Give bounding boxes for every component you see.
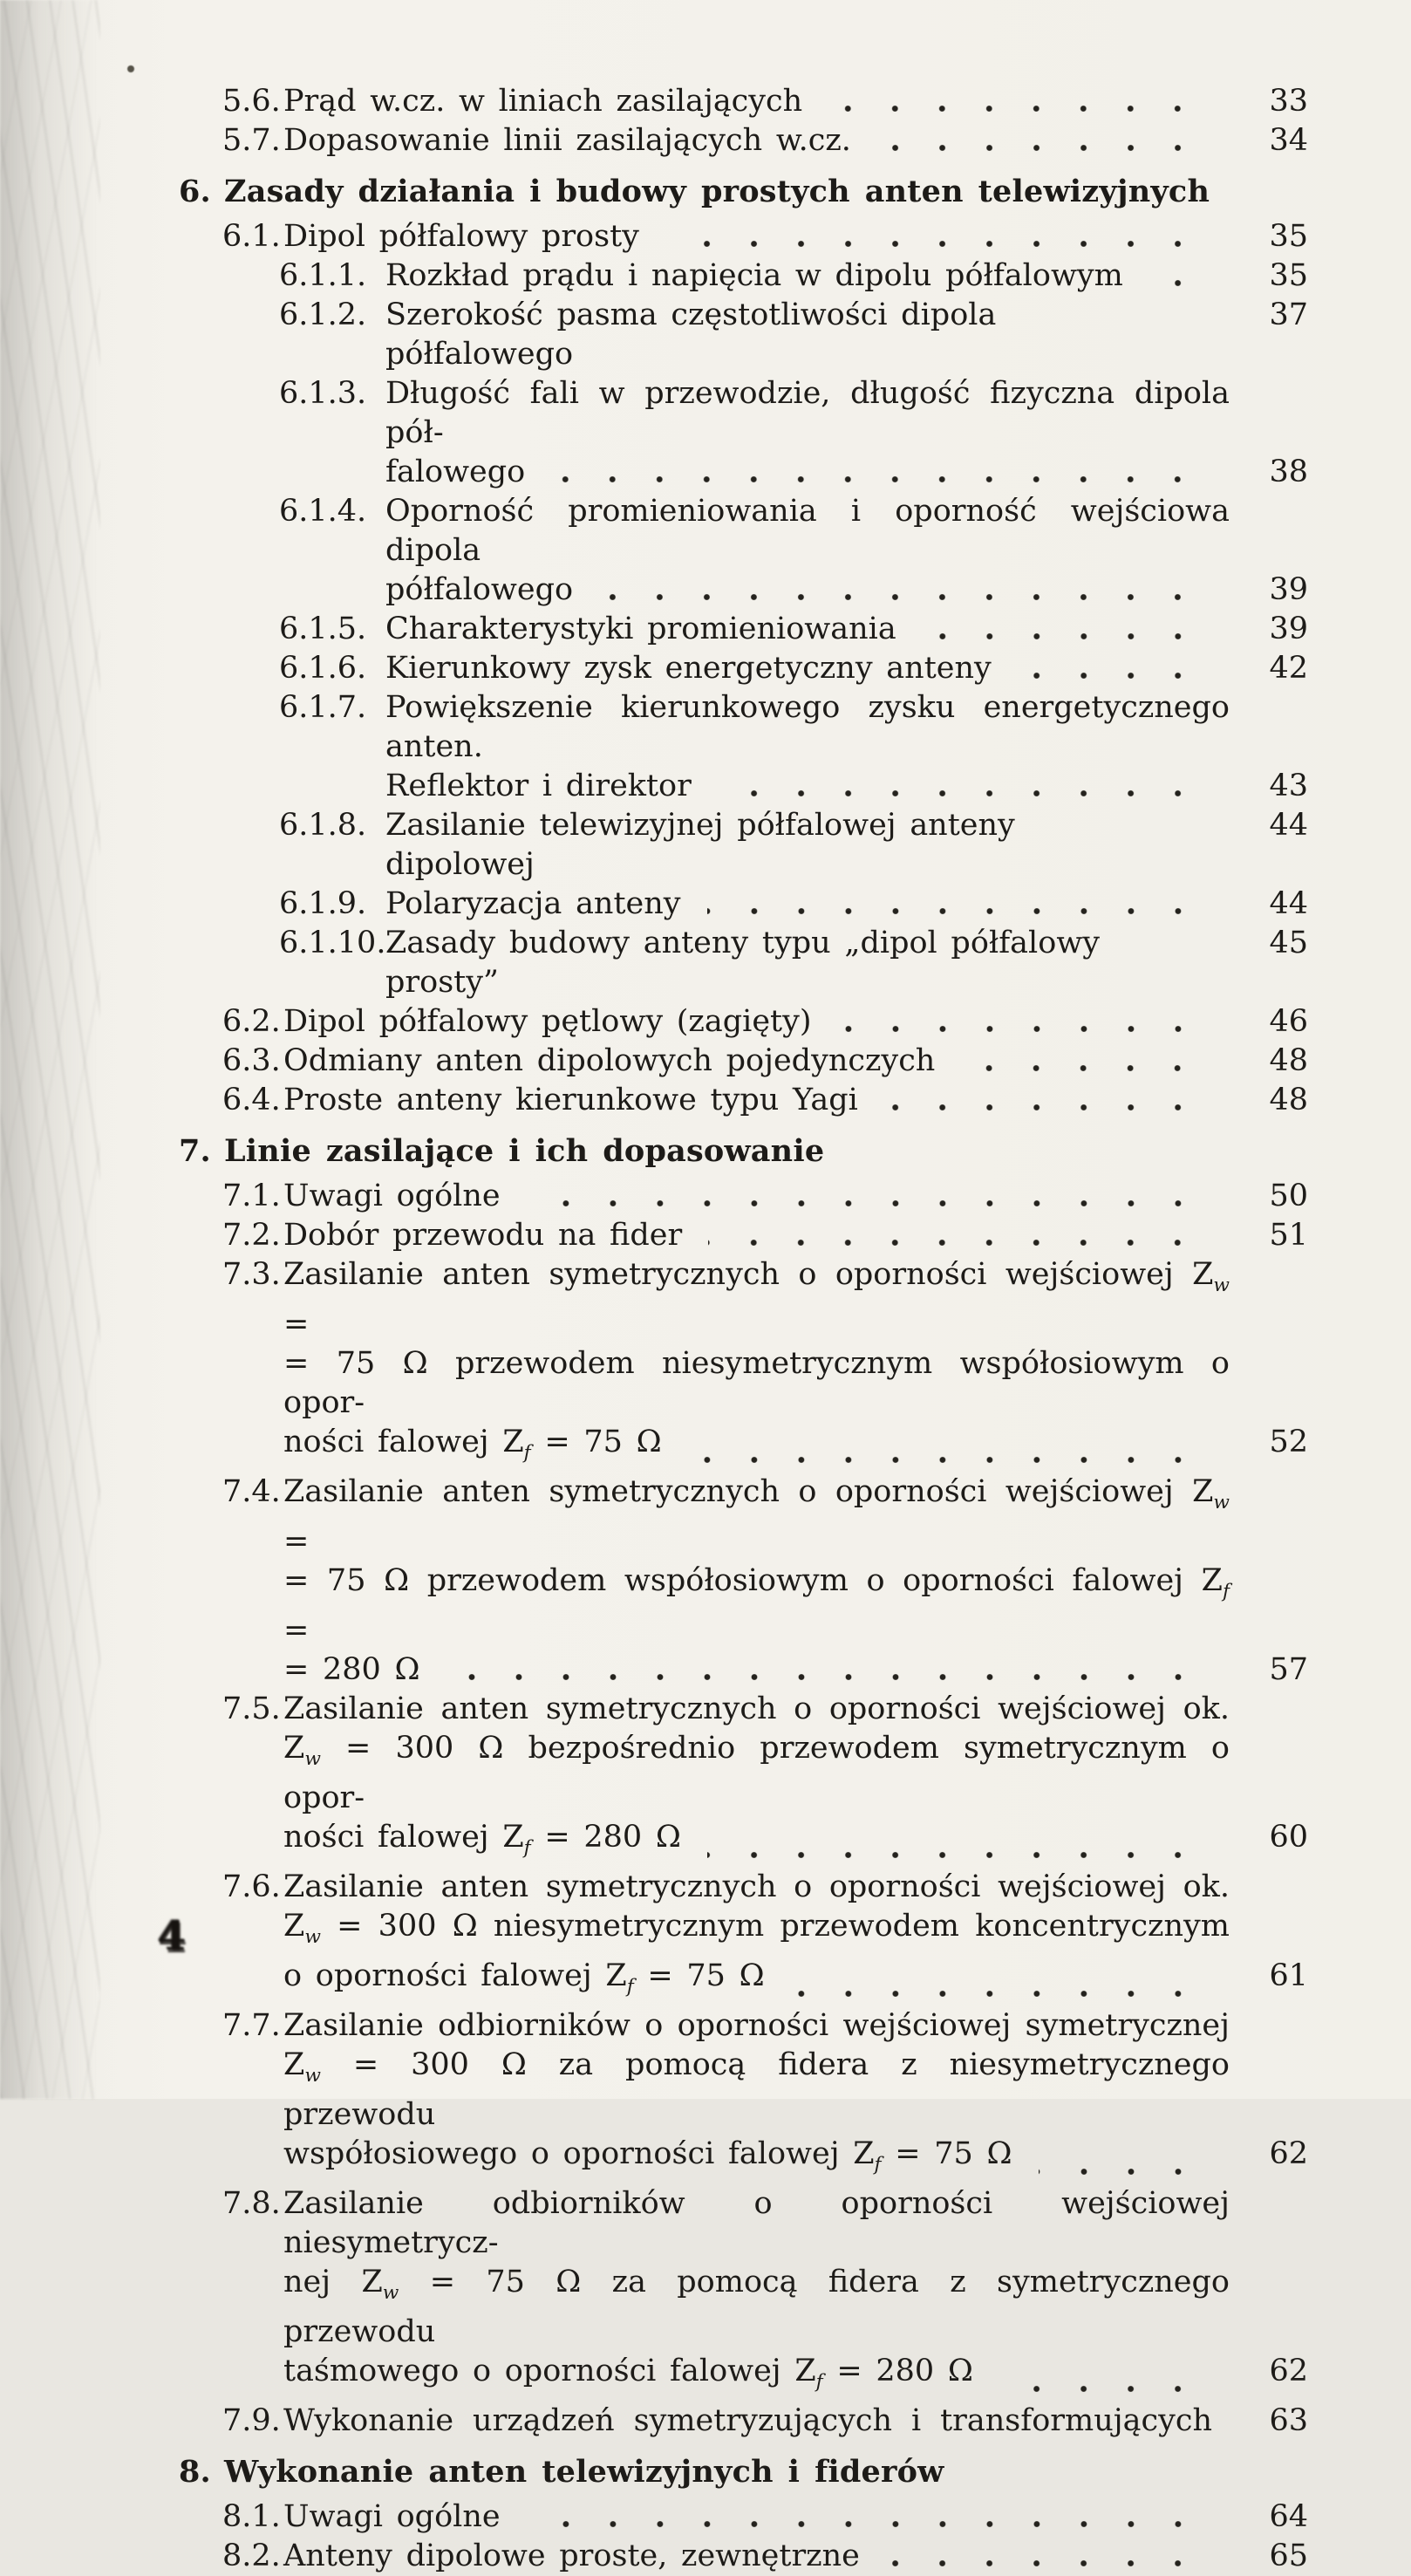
entry-number: 6.1.4. <box>279 494 367 529</box>
toc-entry <box>222 2006 1308 2184</box>
entry-text <box>385 256 1308 296</box>
entry-line <box>385 806 1308 885</box>
entry-line <box>385 885 1308 924</box>
toc-entry <box>222 2537 1308 2576</box>
dot-leader <box>599 593 1221 601</box>
entry-title: Rozkład prądu i napięcia w dipolu półfalowym <box>385 258 1123 293</box>
toc-section-heading <box>179 1131 1308 1171</box>
entry-line <box>283 82 1308 121</box>
entry-page-number: 64 <box>1269 2499 1308 2534</box>
dot-leader <box>718 789 1221 797</box>
entry-title: Proste anteny kierunkowe typu Yagi <box>283 1083 858 1117</box>
toc-entry <box>222 2497 1308 2537</box>
entry-number: 7.6. <box>222 1869 281 1904</box>
dot-leader <box>923 632 1221 640</box>
entry-title: = 280 Ω <box>283 1652 420 1687</box>
entry-title: Reflektor i direktor <box>385 769 692 803</box>
entry-line <box>385 296 1308 374</box>
toc-entry <box>279 256 1308 296</box>
entry-text <box>385 885 1308 924</box>
entry-text <box>283 1868 1308 2006</box>
entry-line <box>283 2497 1308 2537</box>
entry-text <box>283 1472 1308 1690</box>
dot-leader <box>961 1064 1221 1072</box>
dot-leader <box>828 105 1221 113</box>
entry-title: Dipol półfalowy prosty <box>283 219 639 254</box>
entry-title: Polaryzacja anteny <box>385 886 681 921</box>
dot-leader <box>886 2559 1221 2567</box>
entry-page-number: 35 <box>1269 258 1308 293</box>
entry-line: Zasilanie anten symetrycznych o oporności wejściowej ok. <box>283 1691 1230 1726</box>
toc-entry <box>279 374 1308 492</box>
entry-page-number: 65 <box>1269 2538 1308 2573</box>
subscript: w <box>304 2065 321 2087</box>
entry-line: Powiększenie kierunkowego zysku energetycznego anten. <box>385 690 1230 764</box>
entry-title: półfalowego <box>385 572 574 607</box>
toc-entry <box>222 1002 1308 1042</box>
entry-number: 7.2. <box>222 1218 281 1253</box>
toc-entry <box>222 217 1308 256</box>
entry-text <box>224 2452 1308 2491</box>
entry-title: Anteny dipolowe proste, zewnętrzne <box>283 2538 860 2573</box>
entry-title: Zasilanie telewizyjnej półfalowej anteny dipolowej <box>385 808 1029 882</box>
entry-number: 6.1.1. <box>279 258 367 293</box>
entry-text <box>385 806 1308 885</box>
dot-leader <box>708 1239 1221 1247</box>
entry-text <box>283 121 1308 161</box>
entry-line <box>283 2402 1308 2441</box>
entry-number: 6.2. <box>222 1004 281 1039</box>
dot-leader <box>527 1199 1221 1207</box>
subscript: f <box>874 2154 882 2176</box>
entry-line <box>283 1177 1308 1216</box>
entry-number: 5.6. <box>222 84 281 119</box>
entry-number: 6.1.9. <box>279 886 367 921</box>
section-title: Wykonanie anten telewizyjnych i fiderów <box>224 2454 944 2490</box>
entry-line: Zasilanie anten symetrycznych o oporności wejściowej ok. <box>283 1869 1230 1904</box>
entry-page-number: 61 <box>1269 1958 1308 1993</box>
dot-leader <box>527 2520 1221 2528</box>
entry-number: 8.1. <box>222 2499 281 2534</box>
entry-line <box>385 924 1308 1002</box>
toc-entry <box>279 296 1308 374</box>
toc-entry <box>222 1081 1308 1120</box>
entry-line: = 75 Ω przewodem niesymetrycznym współosiowym o opor- <box>283 1346 1230 1420</box>
section-title: Zasady działania i budowy prostych anten telewizyjnych <box>224 174 1210 209</box>
toc-entry <box>279 885 1308 924</box>
dot-leader <box>877 144 1221 152</box>
entry-page-number: 48 <box>1269 1083 1308 1117</box>
entry-line: Długość fali w przewodzie, długość fizyczna dipola pół- <box>385 376 1230 450</box>
entry-page-number: 46 <box>1269 1004 1308 1039</box>
toc-entry <box>222 1042 1308 1081</box>
subscript: f <box>523 1837 531 1859</box>
entry-text <box>283 1002 1308 1042</box>
entry-page-number: 42 <box>1269 651 1308 686</box>
entry-page-number: 51 <box>1269 1218 1308 1253</box>
entry-text <box>283 1255 1308 1472</box>
entry-line <box>385 571 1308 610</box>
entry-title: Szerokość pasma częstotliwości dipola półfalowego <box>385 297 1011 372</box>
entry-page-number: 45 <box>1269 926 1308 960</box>
entry-number: 6.1.8. <box>279 808 367 843</box>
entry-text <box>385 296 1308 374</box>
toc-entry <box>222 121 1308 161</box>
entry-line <box>283 1216 1308 1255</box>
entry-line: nej $Z_w = 75$ Ω za pomocą fidera z symetrycznego przewodu <box>283 2265 1230 2349</box>
entry-line <box>283 2537 1308 2576</box>
entry-title: Odmiany anten dipolowych pojedynczych <box>283 1043 936 1078</box>
entry-number: 5.7. <box>222 123 281 158</box>
entry-page-number: 63 <box>1269 2403 1308 2438</box>
dot-leader <box>707 1851 1221 1859</box>
toc-section-heading <box>179 2452 1308 2491</box>
subscript: w <box>304 1748 321 1770</box>
entry-text <box>283 2497 1308 2537</box>
entry-line <box>385 453 1308 492</box>
entry-line <box>385 256 1308 296</box>
entry-text <box>283 1216 1308 1255</box>
entry-text <box>385 688 1308 806</box>
entry-number: 6.1. <box>222 219 281 254</box>
entry-line: Zasilanie odbiorników o oporności wejściowej niesymetrycz- <box>283 2186 1230 2260</box>
toc-entry <box>222 1690 1308 1868</box>
entry-title: ności falowej $Z_f = 280$ Ω <box>283 1820 681 1859</box>
toc-entry <box>279 649 1308 688</box>
subscript: w <box>1213 1274 1230 1296</box>
toc-entry <box>222 1255 1308 1472</box>
entry-line <box>385 610 1308 649</box>
entry-text <box>283 1690 1308 1868</box>
entry-title: Kierunkowy zysk energetyczny anteny <box>385 651 992 686</box>
entry-line <box>283 2135 1308 2184</box>
entry-number: 6.1.5. <box>279 612 367 646</box>
entry-number: 6.3. <box>222 1043 281 1078</box>
dot-leader <box>1149 279 1221 287</box>
entry-line <box>385 767 1308 806</box>
entry-line: Zasilanie anten symetrycznych o oporności wejściowej $Z_w$ = <box>283 1257 1230 1342</box>
entry-page-number: 37 <box>1269 297 1308 332</box>
entry-line <box>283 217 1308 256</box>
dot-leader <box>838 1025 1221 1033</box>
entry-number: 6.1.7. <box>279 690 367 725</box>
dot-leader <box>707 907 1221 915</box>
entry-page-number: 43 <box>1269 769 1308 803</box>
entry-number: 6.4. <box>222 1083 281 1117</box>
dot-leader <box>1191 868 1221 876</box>
entry-text <box>283 1042 1308 1081</box>
entry-number: 7. <box>179 1133 211 1169</box>
entry-line <box>283 1650 1308 1690</box>
scan-speck <box>127 65 134 72</box>
entry-line: Zasilanie odbiorników o oporności wejściowej symetrycznej <box>283 2008 1230 2043</box>
entry-number: 7.9. <box>222 2403 281 2438</box>
entry-text <box>283 1177 1308 1216</box>
dot-leader <box>551 475 1221 483</box>
toc-entry <box>222 2402 1308 2441</box>
entry-text <box>283 2006 1308 2184</box>
entry-title: współosiowego o oporności falowej $Z_f = 75$ Ω <box>283 2136 1012 2176</box>
entry-line <box>283 2352 1308 2402</box>
entry-page-number: 34 <box>1269 123 1308 158</box>
entry-text <box>224 1131 1308 1171</box>
entry-text <box>283 82 1308 121</box>
toc-entry <box>279 610 1308 649</box>
entry-page-number: 57 <box>1269 1652 1308 1687</box>
entry-title: Uwagi ogólne <box>283 2499 501 2534</box>
toc-entry <box>222 1216 1308 1255</box>
entry-line <box>283 121 1308 161</box>
dot-leader <box>1191 358 1221 366</box>
entry-title: Dobór przewodu na fider <box>283 1218 683 1253</box>
toc-entry <box>279 492 1308 610</box>
entry-line <box>283 1423 1308 1472</box>
entry-title: o oporności falowej $Z_f = 75$ Ω <box>283 1958 765 1998</box>
entry-line: $Z_w = 300$ Ω bezpośrednio przewodem symetrycznym o opor- <box>283 1731 1230 1815</box>
page-number: 4 <box>157 1912 187 1959</box>
entry-line: $Z_w = 300$ Ω niesymetrycznym przewodem koncentrycznym <box>283 1909 1230 1948</box>
entry-title: Uwagi ogólne <box>283 1179 501 1213</box>
entry-number: 7.1. <box>222 1179 281 1213</box>
subscript: f <box>523 1442 531 1464</box>
entry-text <box>224 172 1308 211</box>
subscript: f <box>815 2371 823 2393</box>
entry-number: 6.1.10. <box>279 926 386 960</box>
toc-entry <box>279 806 1308 885</box>
entry-title: taśmowego o oporności falowej $Z_f = 280$ Ω <box>283 2354 973 2393</box>
toc-entry <box>222 1472 1308 1690</box>
entry-line <box>283 1818 1308 1868</box>
entry-title: Dopasowanie linii zasilających w.cz. <box>283 123 851 158</box>
entry-number: 6.1.6. <box>279 651 367 686</box>
entry-page-number: 48 <box>1269 1043 1308 1078</box>
toc-entry <box>222 82 1308 121</box>
dot-leader <box>665 240 1221 248</box>
dot-leader <box>1039 2168 1222 2176</box>
entry-page-number: 52 <box>1269 1425 1308 1459</box>
entry-page-number: 38 <box>1269 454 1308 489</box>
entry-line: $Z_w = 300$ Ω za pomocą fidera z niesymetrycznego przewodu <box>283 2047 1230 2132</box>
entry-title: Dipol półfalowy pętlowy (zagięty) <box>283 1004 812 1039</box>
entry-text <box>283 217 1308 256</box>
entry-line <box>283 1042 1308 1081</box>
entry-number: 7.4. <box>222 1474 281 1509</box>
dot-leader <box>791 1990 1221 1998</box>
entry-page-number: 62 <box>1269 2354 1308 2388</box>
entry-page-number: 44 <box>1269 886 1308 921</box>
subscript: f <box>626 1976 634 1998</box>
entry-line <box>283 1957 1308 2006</box>
entry-line <box>385 649 1308 688</box>
subscript: w <box>1213 1492 1230 1513</box>
entry-number: 7.7. <box>222 2008 281 2043</box>
entry-page-number: 33 <box>1269 84 1308 119</box>
dot-leader <box>999 2385 1221 2393</box>
section-title: Linie zasilające i ich dopasowanie <box>224 1133 825 1169</box>
entry-text <box>385 924 1308 1002</box>
toc-entry <box>279 688 1308 806</box>
entry-title: ności falowej $Z_f = 75$ Ω <box>283 1425 662 1464</box>
entry-text <box>283 2537 1308 2576</box>
entry-text <box>283 2184 1308 2402</box>
toc-entry <box>279 924 1308 1002</box>
entry-text <box>385 492 1308 610</box>
entry-line: = 75 Ω przewodem współosiowym o oporności falowej $Z_f$ = <box>283 1563 1230 1648</box>
entry-line: Zasilanie anten symetrycznych o oporności wejściowej $Z_w$ = <box>283 1474 1230 1559</box>
entry-title: falowego <box>385 454 526 489</box>
dot-leader <box>1191 986 1221 994</box>
entry-text <box>385 610 1308 649</box>
entry-number: 8. <box>179 2454 211 2490</box>
entry-text <box>283 2402 1308 2441</box>
entry-line <box>283 1002 1308 1042</box>
dot-leader <box>446 1673 1222 1681</box>
dot-leader <box>688 1456 1221 1464</box>
subscript: w <box>382 2282 399 2304</box>
entry-line: Oporność promieniowania i oporność wejściowa dipola <box>385 494 1230 568</box>
entry-text <box>385 649 1308 688</box>
toc-entry <box>222 2184 1308 2402</box>
entry-number: 8.2. <box>222 2538 281 2573</box>
entry-text <box>283 1081 1308 1120</box>
entry-number: 6. <box>179 174 211 209</box>
entry-text <box>385 374 1308 492</box>
subscript: f <box>1222 1581 1230 1602</box>
toc-entry <box>222 1177 1308 1216</box>
dot-leader <box>1018 672 1221 680</box>
toc-entry <box>222 1868 1308 2006</box>
entry-page-number: 62 <box>1269 2136 1308 2171</box>
entry-title: Zasady budowy anteny typu „dipol półfalowy prosty” <box>385 926 1114 1000</box>
entry-page-number: 60 <box>1269 1820 1308 1855</box>
entry-number: 6.1.2. <box>279 297 367 332</box>
toc-section-heading <box>179 172 1308 211</box>
entry-page-number: 50 <box>1269 1179 1308 1213</box>
entry-page-number: 35 <box>1269 219 1308 254</box>
entry-page-number: 39 <box>1269 612 1308 646</box>
entry-number: 6.1.3. <box>279 376 367 411</box>
entry-number: 7.5. <box>222 1691 281 1726</box>
entry-title: Wykonanie urządzeń symetryzujących i transformujących <box>283 2403 1212 2438</box>
entry-line <box>283 1081 1308 1120</box>
entry-number: 7.8. <box>222 2186 281 2221</box>
entry-page-number: 44 <box>1269 808 1308 843</box>
entry-title: Prąd w.cz. w liniach zasilających <box>283 84 803 119</box>
entry-page-number: 39 <box>1269 572 1308 607</box>
entry-title: Charakterystyki promieniowania <box>385 612 896 646</box>
subscript: w <box>304 1926 321 1948</box>
entry-number: 7.3. <box>222 1257 281 1292</box>
dot-leader <box>884 1104 1221 1111</box>
table-of-contents <box>0 82 1308 2576</box>
